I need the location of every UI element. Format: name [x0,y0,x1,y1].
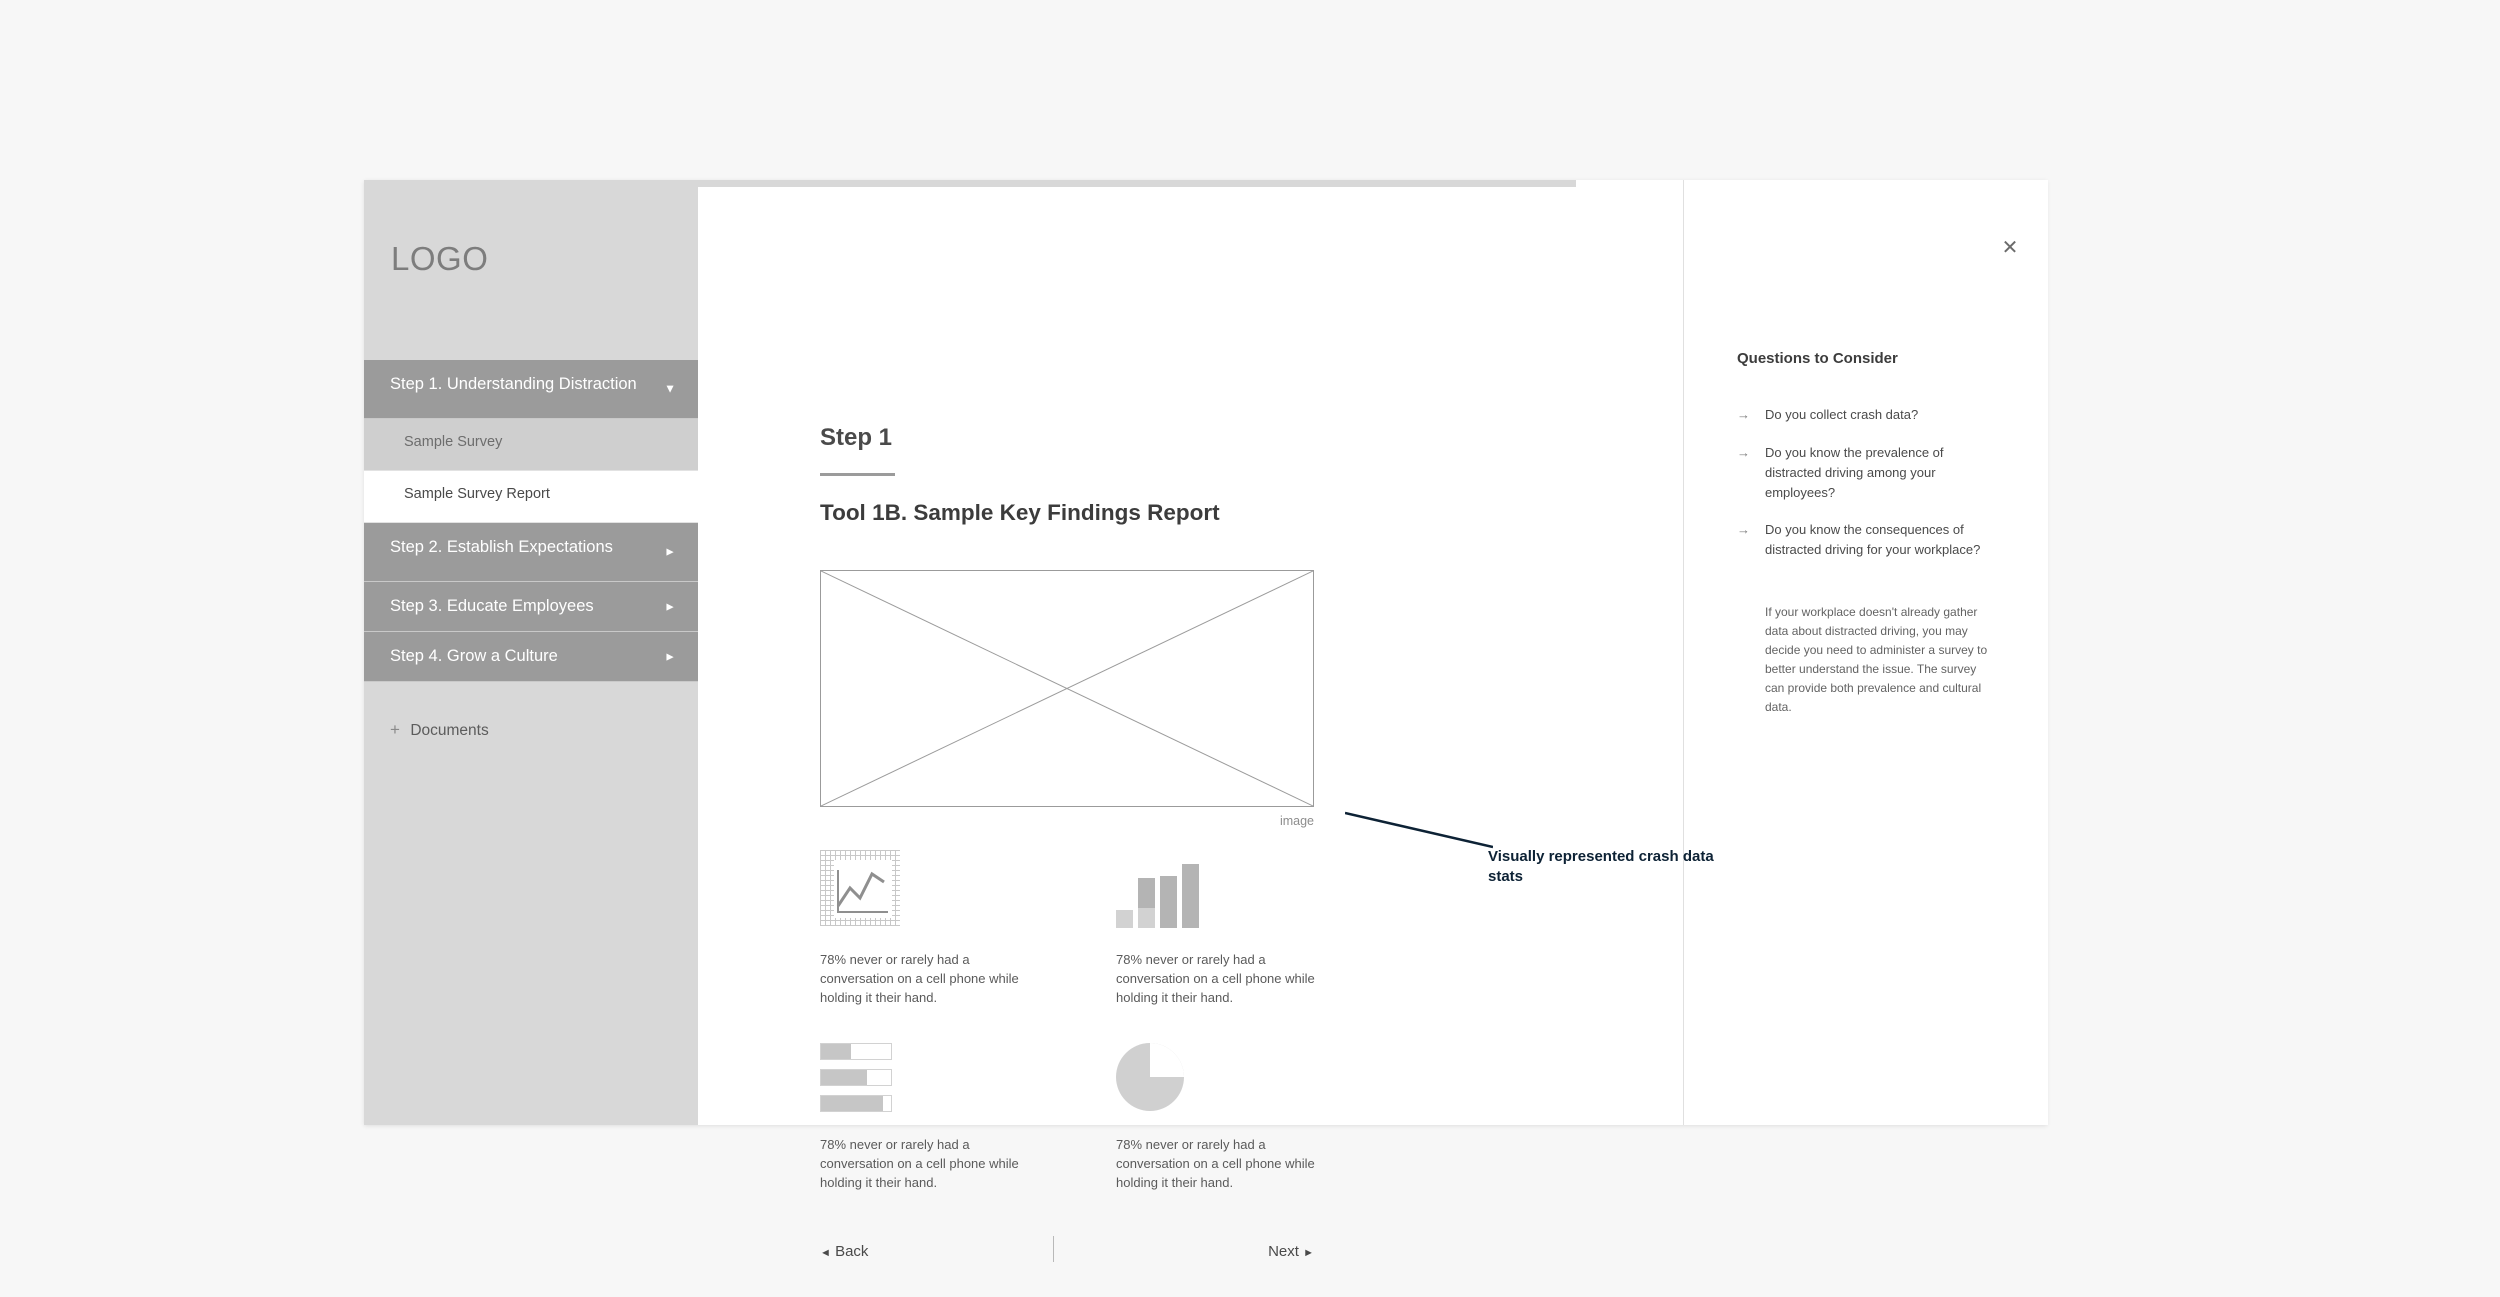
title-underline [820,473,895,476]
arrow-right-icon: → [1737,522,1750,537]
sidebar-item-label: Step 2. Establish Expectations [390,538,613,556]
next-label: Next [1268,1243,1299,1260]
arrow-right-icon: → [1737,445,1750,460]
stat-block [820,850,1035,1008]
placeholder-cross-icon [821,571,1313,806]
sidebar-item-step-2[interactable] [364,523,698,582]
questions-panel [1683,180,2048,1125]
sidebar-subitem-label: Sample Survey [404,434,503,450]
questions-panel-title: Questions to Consider [1737,350,1898,367]
logo: LOGO [391,240,489,277]
arrow-right-icon: ► [1303,1247,1314,1259]
main-content [698,180,1683,1260]
page-title: Tool 1B. Sample Key Findings Report [820,500,1220,525]
progress-bar-fill [698,180,1576,187]
sidebar-item-sample-survey-report[interactable] [364,471,698,523]
pie-chart-icon [1116,1035,1331,1123]
sidebar [364,180,698,1125]
sidebar-item-label: Step 4. Grow a Culture [390,647,558,665]
stat-block [1116,1035,1331,1193]
app-window [364,180,2047,1260]
sidebar-item-step-3[interactable] [364,582,698,632]
sidebar-item-step-4[interactable] [364,632,698,682]
stat-text: 78% never or rarely had a conversation on a cell phone while holding it their hand. [820,1137,1019,1191]
horizontal-bar-chart-icon [820,1035,1035,1123]
sidebar-item-label: Step 3. Educate Employees [390,597,594,615]
sidebar-item-sample-survey[interactable] [364,419,698,471]
question-text: Do you know the consequences of distracted driving for your workplace? [1765,522,1981,557]
back-label: Back [835,1243,869,1260]
sidebar-subitem-label: Sample Survey Report [404,486,550,502]
chevron-down-icon: ▼ [664,381,676,396]
list-item [1737,405,1997,425]
stat-text: 78% never or rarely had a conversation on a cell phone while holding it their hand. [1116,952,1315,1006]
annotation-label: Visually represented crash data stats [1488,848,1714,886]
back-button[interactable] [820,1243,868,1260]
next-button[interactable] [1066,1243,1314,1260]
chevron-right-icon: ► [664,544,676,559]
stat-text: 78% never or rarely had a conversation on a cell phone while holding it their hand. [1116,1137,1315,1191]
question-text: Do you collect crash data? [1765,407,1919,422]
plus-icon: + [390,720,400,739]
stat-text: 78% never or rarely had a conversation on a cell phone while holding it their hand. [820,952,1019,1006]
progress-bar-track [698,180,1683,187]
arrow-right-icon: → [1737,407,1750,422]
chevron-right-icon: ► [664,598,676,613]
sidebar-item-step-1[interactable] [364,360,698,419]
stat-block [1116,850,1331,1008]
nav-divider [1053,1236,1054,1262]
image-caption: image [1279,814,1314,828]
line-chart-icon [820,850,1035,938]
questions-panel-note: If your workplace doesn't already gather data about distracted driving, you may decide you need to administer a survey to better understand the issue. The survey can provide both prevalence and cultural data. [1765,605,1988,714]
arrow-left-icon: ◄ [820,1247,831,1259]
page-step-label: Step 1 [820,424,893,451]
sidebar-item-label: Documents [410,722,489,739]
list-item [1737,520,1997,560]
annotation-leader-line [1345,810,1493,850]
sidebar-item-documents[interactable] [390,720,489,740]
close-icon[interactable]: ✕ [2001,237,2019,259]
bar-chart-icon [1116,850,1331,938]
image-placeholder [820,570,1314,807]
question-text: Do you know the prevalence of distracted driving among your employees? [1765,445,1944,500]
stat-block [820,1035,1035,1193]
sidebar-item-label: Step 1. Understanding Distraction [390,375,637,393]
list-item [1737,443,1997,502]
chevron-right-icon: ► [664,648,676,663]
